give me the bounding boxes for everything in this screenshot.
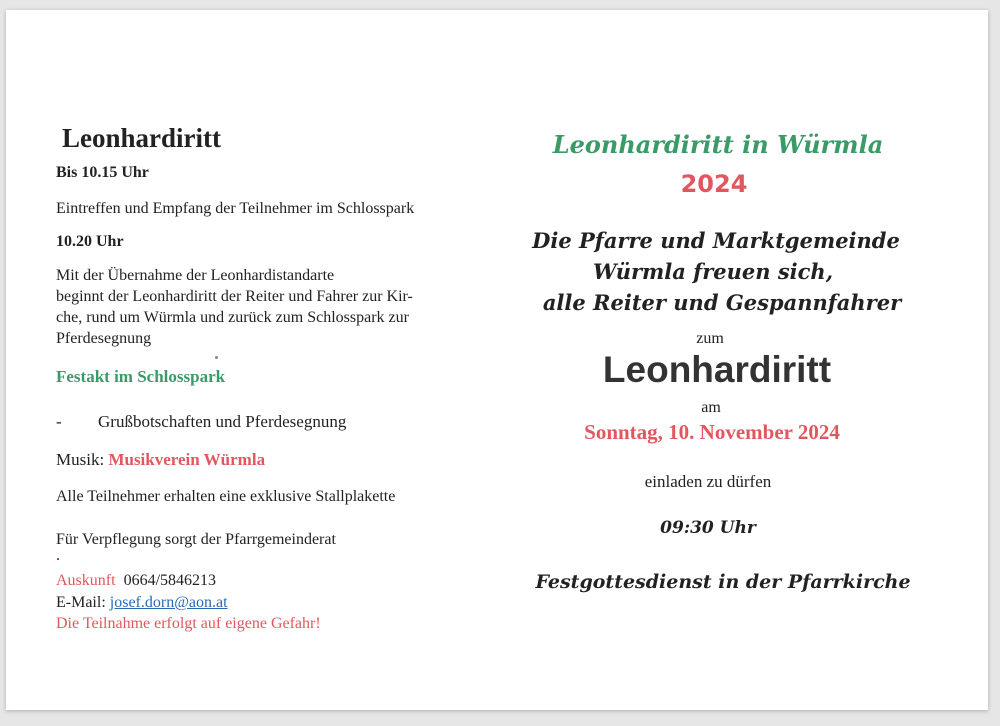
stallplakette-text: Alle Teilnehmer erhalten eine exklusive Stallplakette [56,488,396,505]
paragraph-line-3: che, rund um Würmla und zurück zum Schlosspark zur [56,309,409,326]
time-1: Bis 10.15 Uhr [56,164,149,181]
auskunft-phone: 0664/5846213 [123,572,217,589]
event-heading: Leonhardiritt in Würmla [552,130,884,159]
am-text: am [701,399,721,416]
auskunft-line [56,572,216,590]
paragraph-line-4: Pferdesegnung [56,330,152,347]
disclaimer-text: Die Teilnahme erfolgt auf eigene Gefahr! [56,615,321,632]
auskunft-label: Auskunft [56,572,116,589]
musik-line [56,450,265,470]
big-title: Leonhardiritt [602,349,832,390]
event-year: 2024 [680,170,748,198]
invite-line-1: Die Pfarre und Marktgemeinde [532,228,900,253]
email-label: E-Mail: [56,594,106,611]
verpflegung-text: Für Verpflegung sorgt der Pfarrgemeinderat [56,531,336,548]
left-title: Leonhardiritt [62,123,221,153]
musik-value: Musikverein Würmla [108,450,266,469]
festakt-heading: Festakt im Schlosspark [56,367,226,386]
document-page [6,10,988,710]
email-line [56,594,228,612]
small-dot: . [56,547,60,564]
musik-label: Musik: [56,450,105,469]
event-date: Sonntag, 10. November 2024 [584,420,840,444]
gottesdienst-text: Festgottesdienst in der Pfarrkirche [535,571,911,593]
zum-text: zum [696,330,724,347]
event-time: 09:30 Uhr [660,518,756,538]
paragraph-line-2: beginnt der Leonhardiritt der Reiter und Fahrer zur Kir- [56,288,413,305]
paragraph-line-1: Mit der Übernahme der Leonhardistandarte [56,267,335,284]
invite-line-2: Würmla freuen sich, [592,259,834,284]
bullet-dash: - [56,412,62,431]
bullet-text: Grußbotschaften und Pferdesegnung [98,412,347,431]
einladen-text: einladen zu dürfen [644,472,772,491]
time-2: 10.20 Uhr [56,233,124,250]
invite-line-3: alle Reiter und Gespannfahrer [542,290,902,315]
arrival-text: Eintreffen und Empfang der Teilnehmer im Schlosspark [56,200,415,217]
email-link[interactable]: josef.dorn@aon.at [109,594,228,611]
stray-dot [215,356,218,359]
